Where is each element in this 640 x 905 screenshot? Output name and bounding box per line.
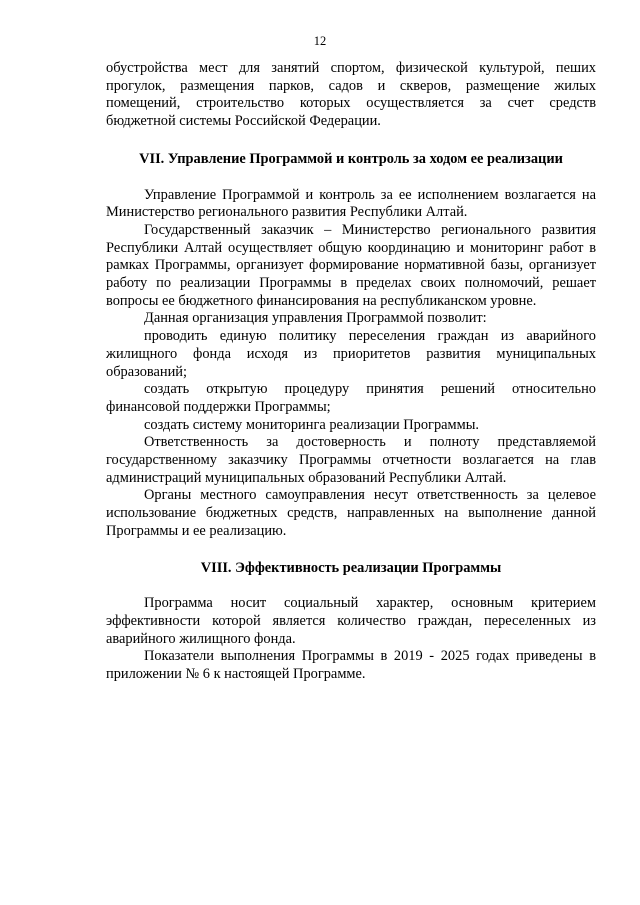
section-7-heading: VII. Управление Программой и контроль за ходом ее реализации bbox=[139, 150, 563, 167]
section-8-paragraph: Программа носит социальный характер, основным критерием эффективности которой является количество граждан, переселенных из аварийного жилищного фонда. bbox=[106, 595, 596, 647]
section-7-list-item: проводить единую политику переселения граждан из аварийного жилищного фонда исходя из приоритетов развития муниципальных образований; bbox=[106, 328, 596, 380]
section-7-paragraph: Органы местного самоуправления несут ответственность за целевое использование бюджетных средств, направленных на выполнение данной Программы и ее реализацию. bbox=[106, 487, 596, 539]
section-7-list-item: создать систему мониторинга реализации Программы. bbox=[144, 416, 480, 433]
section-7-list-item: создать открытую процедуру принятия решений относительно финансовой поддержки Программы; bbox=[106, 381, 596, 415]
section-7-paragraph: Ответственность за достоверность и полноту представляемой государственному заказчику Программы отчетности возлагается на глав администраций муниципальных образований Республики Алтай. bbox=[106, 434, 596, 486]
section-7-paragraph: Управление Программой и контроль за ее исполнением возлагается на Министерство регионального развития Республики Алтай. bbox=[106, 186, 596, 221]
document-body bbox=[106, 60, 596, 684]
section-8-paragraph: Показатели выполнения Программы в 2019 - 2025 годах приведены в приложении № 6 к настоящей Программе. bbox=[106, 648, 596, 683]
intro-paragraph: обустройства мест для занятий спортом, физической культурой, пеших прогулок, размещения парков, садов и скверов, размещение жилых помещений, строительство которых осуществляется за счет средств бюджетной системы Российской Федерации. bbox=[106, 60, 596, 130]
section-8-heading: VIII. Эффективность реализации Программы bbox=[200, 559, 502, 576]
section-7-paragraph: Государственный заказчик – Министерство регионального развития Республики Алтай осуществляет общую координацию и мониторинг работ в рамках Программы, организует формирование нормативной базы, организует работу по реализации Программы в пределах своих полномочий, решает вопросы ее бюджетного финансирования на республиканском уровне. bbox=[106, 221, 596, 309]
section-7-paragraph: Данная организация управления Программой позволит: bbox=[144, 310, 487, 327]
page-number: 12 bbox=[313, 34, 327, 48]
